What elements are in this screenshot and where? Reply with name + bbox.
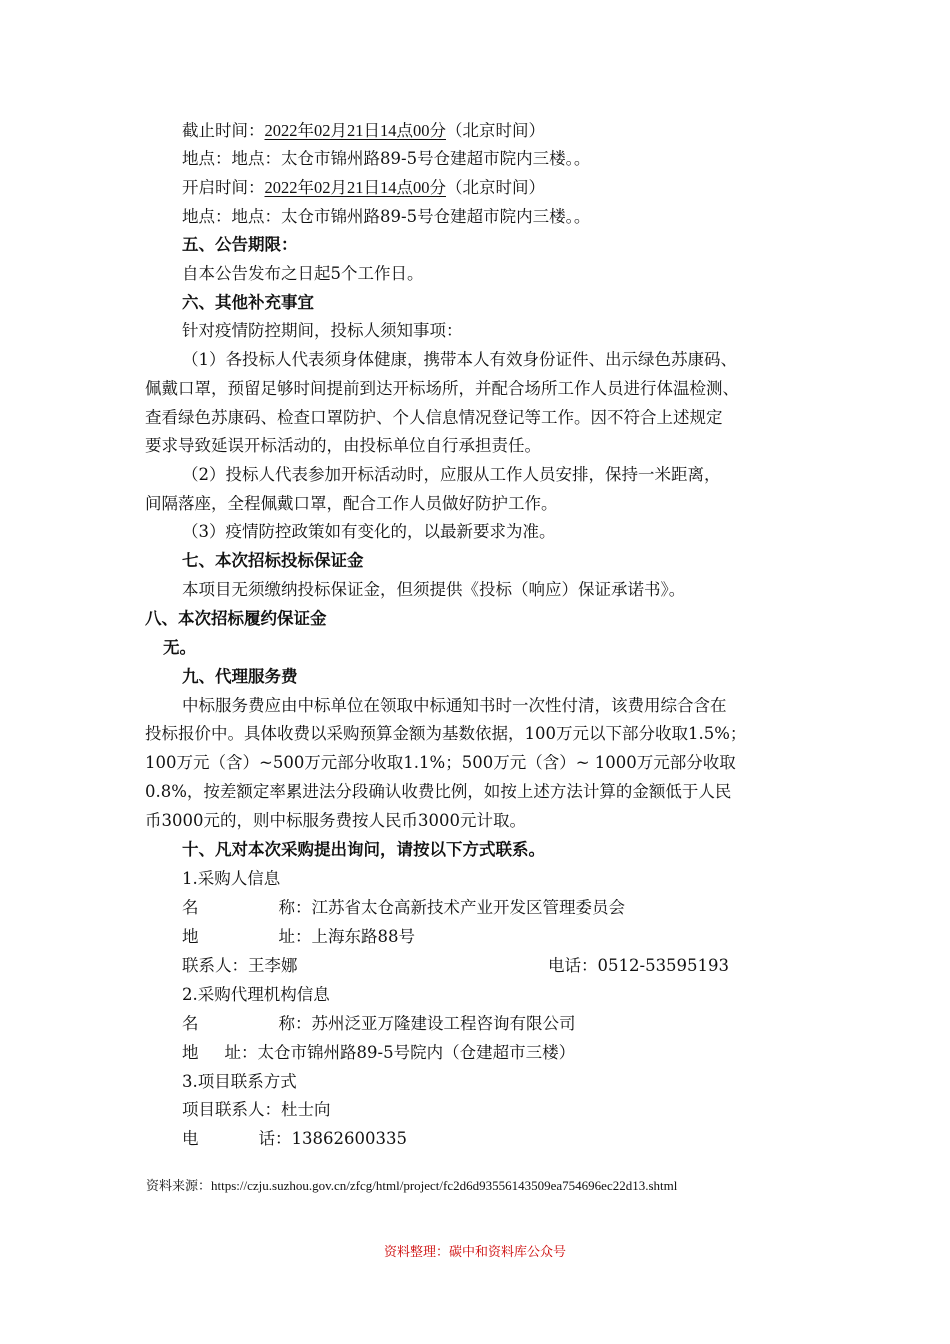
purchaser-name-label-1: 名 (182, 898, 199, 917)
section10-heading: 十、凡对本次采购提出询问，请按以下方式联系。 (182, 840, 545, 859)
purchaser-name-row (182, 896, 625, 920)
footer-note: 资料整理：碳中和资料库公众号 (383, 1245, 566, 1260)
agency-name-row (182, 1012, 576, 1036)
project-contact-row (182, 1098, 331, 1122)
agency-address-row (182, 1041, 575, 1065)
section6-item3: （3）疫情防控政策如有变化的，以最新要求为准。 (182, 522, 556, 541)
section7-text: 本项目无须缴纳投标保证金，但须提供《投标（响应）保证承诺书》。 (182, 580, 686, 599)
source-url[interactable]: https://czju.suzhou.gov.cn/zfcg/html/project/fc2d6d93556143509ea754696ec22d13.shtml (211, 1178, 678, 1193)
deadline-line (182, 119, 545, 143)
project-phone: 13862600335 (291, 1129, 407, 1148)
section9-line2: 投标报价中。具体收费以采购预算金额为基数依据，100万元以下部分收取1.5%； (145, 724, 747, 743)
agency-address: 太仓市锦州路89-5号院内（仓建超市三楼） (257, 1043, 576, 1062)
section9-heading: 九、代理服务费 (182, 667, 298, 686)
purchaser-address: 上海东路88号 (311, 927, 415, 946)
deadline-location: 地点：地点：太仓市锦州路89-5号仓建超市院内三楼。。 (182, 149, 591, 168)
section6-item1-line1: （1）各投标人代表须身体健康，携带本人有效身份证件、出示绿色苏康码、 (182, 350, 737, 369)
project-title: 3.项目联系方式 (182, 1072, 297, 1091)
section5-text: 自本公告发布之日起5个工作日。 (182, 264, 424, 283)
purchaser-phone-row (548, 954, 729, 978)
opening-value: 2022年02月21日14点00分 (264, 178, 446, 197)
section6-item2-line2: 间隔落座，全程佩戴口罩，配合工作人员做好防护工作。 (145, 494, 558, 513)
purchaser-title: 1.采购人信息 (182, 869, 281, 888)
deadline-label: 截止时间： (182, 121, 265, 140)
purchaser-phone: 0512-53595193 (597, 956, 730, 975)
opening-label: 开启时间： (182, 178, 265, 197)
section6-intro: 针对疫情防控期间，投标人须知事项： (182, 321, 463, 340)
section6-item1-line4: 要求导致延误开标活动的，由投标单位自行承担责任。 (145, 436, 541, 455)
purchaser-phone-label: 电话： (548, 956, 598, 975)
section5-heading: 五、公告期限： (182, 235, 298, 254)
purchaser-address-label-1: 地 (182, 927, 199, 946)
project-phone-row (182, 1127, 407, 1151)
opening-location: 地点：地点：太仓市锦州路89-5号仓建超市院内三楼。。 (182, 207, 591, 226)
section6-item1-line3: 查看绿色苏康码、检查口罩防护、个人信息情况登记等工作。因不符合上述规定 (145, 408, 723, 427)
purchaser-name-label-2: 称： (278, 898, 312, 917)
project-contact-label: 项目联系人： (182, 1100, 281, 1119)
purchaser-address-row (182, 925, 415, 949)
agency-title: 2.采购代理机构信息 (182, 985, 330, 1004)
deadline-value: 2022年02月21日14点00分 (264, 121, 446, 140)
purchaser-contact: 王李娜 (248, 956, 298, 975)
purchaser-name: 江苏省太仓高新技术产业开发区管理委员会 (311, 898, 625, 917)
source-line (146, 1177, 677, 1195)
section6-item2-line1: （2）投标人代表参加开标活动时，应服从工作人员安排，保持一米距离， (182, 465, 721, 484)
opening-suffix: （北京时间） (446, 178, 545, 197)
section8-heading: 八、本次招标履约保证金 (145, 609, 327, 628)
section9-line4: 0.8%，按差额定率累进法分段确认收费比例，如按上述方法计算的金额低于人民 (145, 782, 732, 801)
section9-line3: 100万元（含）~500万元部分收取1.1%；500万元（含）~ 1000万元部分收取 (145, 753, 736, 772)
section6-item1-line2: 佩戴口罩，预留足够时间提前到达开标场所，并配合场所工作人员进行体温检测、 (145, 379, 739, 398)
agency-name-label-2: 称： (278, 1014, 312, 1033)
section9-line1: 中标服务费应由中标单位在领取中标通知书时一次性付清，该费用综合含在 (182, 696, 727, 715)
section7-heading: 七、本次招标投标保证金 (182, 551, 364, 570)
project-contact: 杜士向 (281, 1100, 331, 1119)
opening-line (182, 176, 545, 200)
deadline-suffix: （北京时间） (446, 121, 545, 140)
agency-address-label-2: 址： (224, 1043, 258, 1062)
project-phone-label-2: 话： (258, 1129, 292, 1148)
section6-heading: 六、其他补充事宜 (182, 293, 314, 312)
purchaser-address-label-2: 址： (278, 927, 312, 946)
project-phone-label-1: 电 (182, 1129, 199, 1148)
purchaser-contact-label: 联系人： (182, 956, 248, 975)
purchaser-contact-row (182, 954, 298, 978)
agency-name: 苏州泛亚万隆建设工程咨询有限公司 (311, 1014, 576, 1033)
agency-address-label-1: 地 (182, 1043, 199, 1062)
source-label: 资料来源： (146, 1178, 212, 1193)
section9-line5: 币3000元的，则中标服务费按人民币3000元计取。 (145, 811, 526, 830)
section8-text: 无。 (163, 638, 196, 657)
agency-name-label-1: 名 (182, 1014, 199, 1033)
